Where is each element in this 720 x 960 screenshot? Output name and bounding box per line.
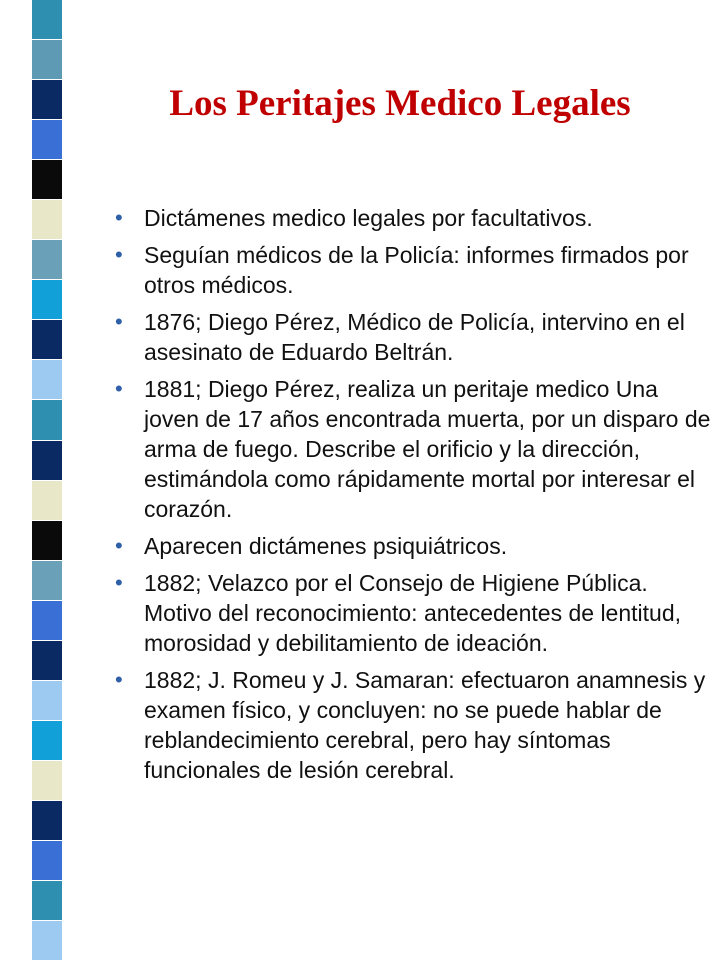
stripe-block [32, 641, 62, 681]
stripe-block [32, 441, 62, 481]
bullet-item [115, 568, 715, 658]
bullet-text: Seguían médicos de la Policía: informes firmados por otros médicos. [144, 242, 689, 298]
bullet-icon: • [115, 242, 123, 267]
slide-title: Los Peritajes Medico Legales [169, 83, 631, 124]
stripe-block [32, 0, 62, 40]
stripe-block [32, 120, 62, 160]
stripe-block [32, 80, 62, 120]
stripe-block [32, 320, 62, 360]
bullet-text: 1882; J. Romeu y J. Samaran: efectuaron anamnesis y examen físico, y concluyen: no se puede hablar de reblandecimiento cerebral, pero hay síntomas funcionales de lesión cerebral. [144, 667, 706, 783]
bullet-item [115, 665, 715, 785]
bullet-icon: • [115, 570, 123, 595]
stripe-block [32, 761, 62, 801]
bullet-text: 1882; Velazco por el Consejo de Higiene Pública. Motivo del reconocimiento: antecedentes de lentitud, morosidad y debilitamiento de ideación. [144, 570, 681, 656]
stripe-block [32, 841, 62, 881]
bullet-icon: • [115, 533, 123, 558]
stripe-block [32, 240, 62, 280]
stripe-block [32, 801, 62, 841]
bullet-text: Dictámenes medico legales por facultativos. [144, 205, 593, 231]
stripe-block [32, 481, 62, 521]
stripe-block [32, 521, 62, 561]
bullet-item [115, 307, 715, 367]
bullet-icon: • [115, 376, 123, 401]
stripe-block [32, 721, 62, 761]
bullet-list [115, 203, 715, 792]
bullet-text: 1876; Diego Pérez, Médico de Policía, intervino en el asesinato de Eduardo Beltrán. [144, 309, 685, 365]
stripe-block [32, 561, 62, 601]
bullet-icon: • [115, 309, 123, 334]
stripe-block [32, 681, 62, 721]
stripe-block [32, 200, 62, 240]
stripe-block [32, 280, 62, 320]
stripe-block [32, 400, 62, 440]
stripe-block [32, 360, 62, 400]
bullet-icon: • [115, 667, 123, 692]
bullet-item [115, 240, 715, 300]
decorative-stripe [32, 0, 62, 960]
bullet-item [115, 203, 715, 233]
bullet-text: Aparecen dictámenes psiquiátricos. [144, 533, 508, 559]
stripe-block [32, 160, 62, 200]
stripe-block [32, 921, 62, 960]
bullet-icon: • [115, 205, 123, 230]
stripe-block [32, 601, 62, 641]
stripe-block [32, 40, 62, 80]
stripe-block [32, 881, 62, 921]
bullet-item [115, 374, 715, 524]
bullet-item [115, 531, 715, 561]
bullet-text: 1881; Diego Pérez, realiza un peritaje medico Una joven de 17 años encontrada muerta, por un disparo de arma de fuego. Describe el orificio y la dirección, estimándola como rápidamente mortal por interesar el corazón. [144, 376, 711, 522]
